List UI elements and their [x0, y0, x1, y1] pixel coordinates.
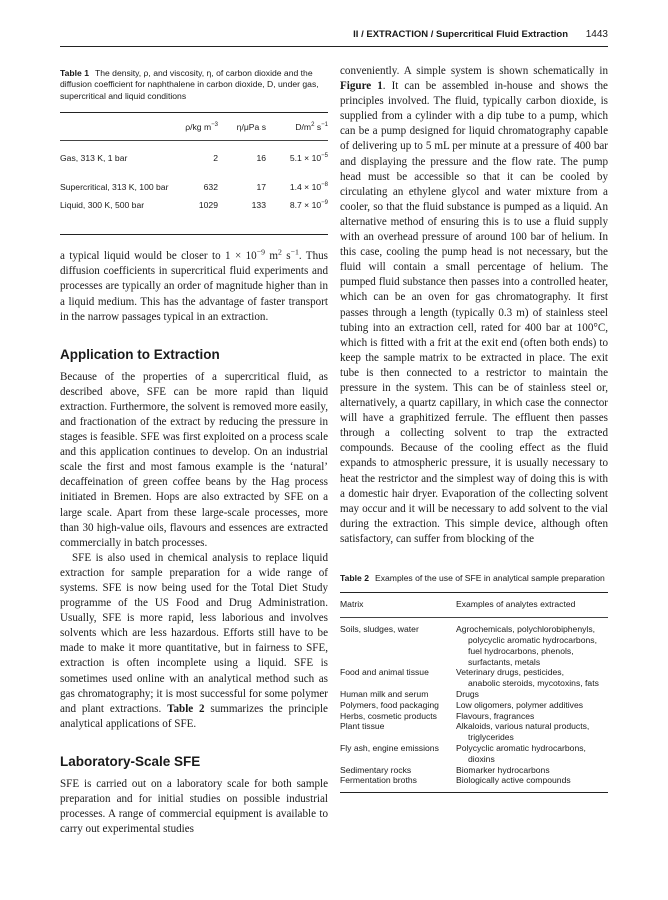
- table-row: Liquid, 300 K, 500 bar 1029 133 $8.7 \times 10^{-9}$: [60, 200, 328, 211]
- paragraph: conveniently. A simple system is shown schematically in Figure 1. It can be assembled in-house and shows the principles involved. The fluid, typically carbon dioxide, is supplied from a cylinder with a dip tube to a pump, which can be a pump designed for liquid chromatography capable of delivering up to 5 mL per minute at a pressure of 400 bar and displaying the pressure and the flow rate. The pump head must be accessible so that it can be cooled by circulating an ethylene glycol and water mixture from a cooler, so that the fluid substance is pumped as a liquid. An alternative method of ensuring this is to use a fluid supply with an overhead pressure of around 100 bar of helium. In this case, cooling the pump head is not necessary, but the fluid will contain a small percentage of helium. The pumped fluid substance then passes into a controlled heater, which can be an oven for gas chromatography. It first passes through a length (typically 0.3 m) of stainless steel tubing into an extraction cell, rated for 400 bar at 100°C, which is fitted with a frit at the exit end (often both ends) to keep the sample matrix to be extracted in place. The exit tube is then connected to a restrictor to maintain the pressure in the system. This can be of stainless steel or, alternatively, a quartz capillary, in which case the connector will have a graphitized ferrule. The effluent then passes through a collecting solvent to trap the extracted compounds. Because of the cooling effect as the fluid expands to atmospheric pressure, it is usually necessary to heat the restrictor and the simplest way of doing this is with a domestic hair dryer. Evaporation of the collecting solvent may occur and it will be necessary to add solvent to the vial during the extraction. This simple device, although often satisfactory, can suffer from blocking of the: [340, 65, 608, 545]
- running-header: [60, 29, 608, 43]
- table-row: Food and animal tissue Veterinary drugs, pesticides, anabolic steroids, mycotoxins, fats: [340, 667, 599, 689]
- col-viscosity: η/μPa s: [236, 122, 266, 133]
- paragraph: Because of the properties of a supercritical fluid, as described above, SFE can be more rapid than liquid extraction. Furthermore, the solvent is removed more easily, and fractionation of the extract by reducing the pressure in stages is feasible. SFE was first exploited on a process scale and this application continues to develop. On an industrial scale the first and most famous example is the ‘natural’ decaffeination of green coffee beans by the Hag process initiated in Bremen. Hops are also extracted by SFE on a large scale. Apart from these large-scale processes, more than 30 high-value oils, flavours and essences are extracted commercially in batch processes.: [60, 370, 328, 549]
- figure-1-reference: Figure 1: [340, 80, 383, 93]
- table-2-mid-rule: [340, 617, 608, 618]
- paragraph: SFE is also used in chemical analysis to replace liquid extraction for sample preparation for a wide range of systems. SFE is now being used for the Total Diet Study programme of the US Food and Drug Administration. Usually, SFE is more rapid, less laborious and involves solvents which are less hazardous. Efforts still have to be made to make it more quantitative, but in fairness to SFE, extraction is often incomplete using a liquid. SFE is sometimes used online with an analytical method such as gas chromatography; it is most successful for some polymer and plant extractions. Table 2 summarizes the principle analytical applications of SFE.: [60, 551, 328, 730]
- table-1: [60, 68, 328, 235]
- table-row: Fermentation broths Biologically active compounds: [340, 775, 571, 786]
- table-1-body: [60, 141, 328, 222]
- table-row: Fly ash, engine emissions Polycyclic aromatic hydrocarbons, dioxins: [340, 742, 586, 764]
- table-row: Herbs, cosmetic products Flavours, fragrances: [340, 710, 535, 721]
- table-row: Soils, sludges, water Agrochemicals, polychlorobiphenyls, polycyclic aromatic hydrocarbons, fuel hydrocarbons, phenols, surfactants, metals: [340, 624, 597, 667]
- table-row: Polymers, food packaging Low oligomers, polymer additives: [340, 699, 584, 710]
- table-1-bottom-rule: [60, 234, 328, 235]
- table-row: Sedimentary rocks Biomarker hydrocarbons: [340, 764, 550, 775]
- right-column: [340, 64, 608, 793]
- section-heading: Application to Extraction: [60, 346, 220, 362]
- table-2-bottom-rule: [340, 792, 608, 793]
- table-1-caption: Table 1 The density, ρ, and viscosity, η, of carbon dioxide and the diffusion coefficient for naphthalene in carbon dioxide, D, under gas, supercritical and liquid conditions: [60, 68, 319, 101]
- col-diffusion: $D/m^2$ $s^{-1}$: [295, 122, 328, 133]
- table-1-label: Table 1: [60, 68, 89, 78]
- table-2-label: Table 2: [340, 573, 369, 583]
- table-row: Plant tissue Alkaloids, various natural products, triglycerides: [340, 721, 590, 743]
- table-1-header-row: [60, 120, 328, 134]
- table-row: Gas, 313 K, 1 bar 2 16 $5.1 \times 10^{-5}$: [60, 152, 328, 163]
- running-title: II / EXTRACTION / Supercritical Fluid Extraction: [353, 29, 568, 40]
- paragraph: SFE is carried out on a laboratory scale for both sample preparation and for initial studies on possible industrial processes. A range of commercial equipment is available to carry out experimental studies: [60, 777, 328, 836]
- col-analytes: Examples of analytes extracted: [456, 599, 576, 610]
- section-heading: Laboratory-Scale SFE: [60, 753, 201, 769]
- table-row: Supercritical, 313 K, 100 bar 632 17 $1.4 \times 10^{-8}$: [60, 182, 328, 193]
- table-2-header: [340, 599, 608, 610]
- left-column: [60, 64, 328, 837]
- col-matrix: Matrix: [340, 599, 364, 610]
- table-1-top-rule: [60, 112, 328, 113]
- col-density: ρ/kg $m^{-3}$: [185, 122, 218, 133]
- paragraph: a typical liquid would be closer to $1 \times 10^{-9}$ $m^2$ $s^{-1}$. Thus diffusion coefficients in supercritical fluid experiments and processes are typically an order of magnitude higher than in a liquid medium. This has the advantage of faster transport in the narrow passages typical in an extraction.: [60, 247, 328, 323]
- table-2-reference: Table 2: [167, 702, 205, 715]
- table-1-grid: [60, 120, 328, 134]
- table-2-top-rule: [340, 592, 608, 593]
- table-2-body: [340, 624, 608, 786]
- header-rule: [60, 46, 608, 47]
- table-2: [340, 573, 608, 793]
- table-2-caption: Table 2 Examples of the use of SFE in analytical sample preparation: [340, 573, 605, 583]
- page-number: 1443: [585, 29, 608, 40]
- table-row: Human milk and serum Drugs: [340, 688, 479, 699]
